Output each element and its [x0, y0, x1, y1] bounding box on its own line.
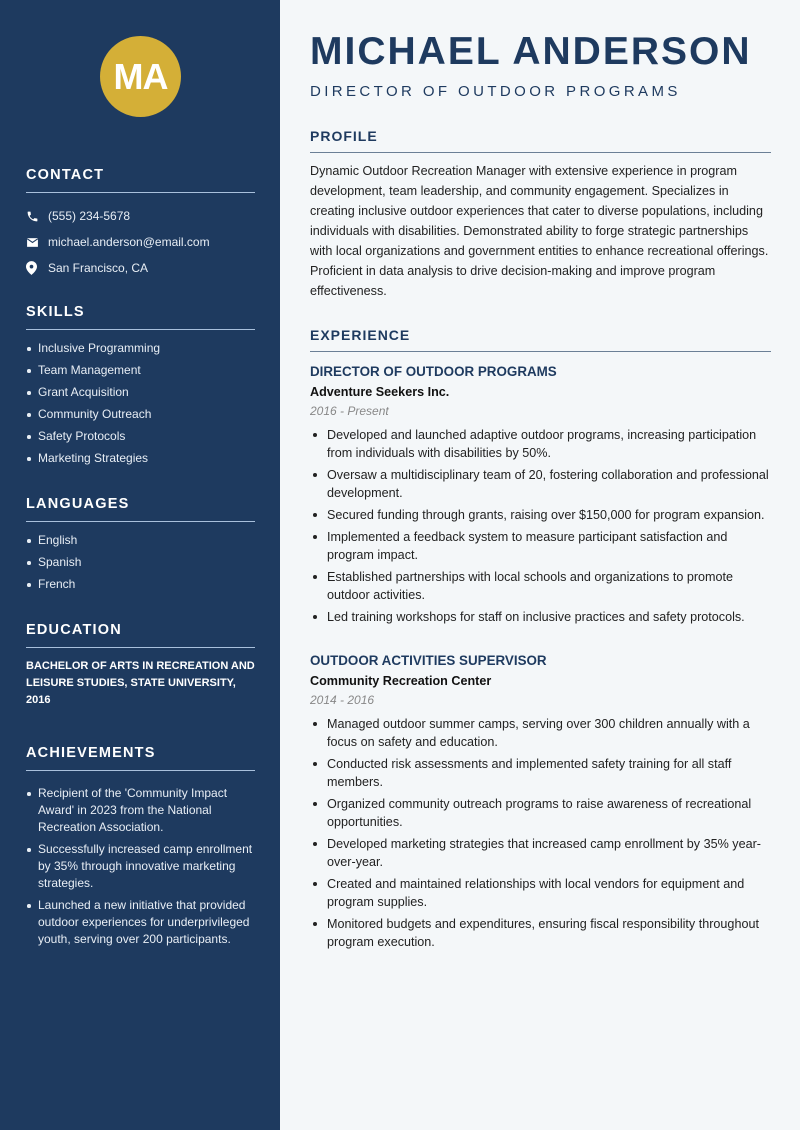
phone-icon — [26, 210, 48, 223]
language-item: Spanish — [26, 554, 255, 571]
contact-heading: CONTACT — [26, 167, 255, 193]
education-heading: EDUCATION — [26, 622, 255, 648]
company-name: Adventure Seekers Inc. — [310, 385, 450, 399]
languages-list — [26, 532, 255, 593]
profile-heading: PROFILE — [310, 128, 771, 153]
language-item: French — [26, 576, 255, 593]
job-bullet: Monitored budgets and expenditures, ensuring fiscal responsibility throughout program execution. — [310, 915, 771, 951]
profile-text: Dynamic Outdoor Recreation Manager with extensive experience in program development, team leadership, and community engagement. Specializes in creating inclusive outdoor experiences that cater to diverse populations, including individuals with disabilities. Demonstrated ability to forge strategic partnerships with local organizations and government entities to enhance recreational offerings. Proficient in data analysis to drive decision-making and improve program effectiveness. — [310, 164, 769, 298]
job-entry — [310, 364, 771, 626]
job-bullet: Led training workshops for staff on inclusive practices and safety protocols. — [310, 608, 771, 626]
skill-item: Community Outreach — [26, 406, 255, 423]
achievements-list — [26, 785, 255, 948]
job-bullet: Conducted risk assessments and implemented safety training for all staff members. — [310, 755, 771, 791]
page-title: MICHAEL ANDERSON — [310, 30, 752, 73]
achievements-heading: ACHIEVEMENTS — [26, 745, 255, 771]
skills-section — [26, 304, 255, 472]
company-name: Community Recreation Center — [310, 674, 492, 688]
skill-item: Safety Protocols — [26, 428, 255, 445]
job-bullets — [310, 715, 771, 951]
job-bullet: Managed outdoor summer camps, serving over 300 children annually with a focus on safety and education. — [310, 715, 771, 751]
skill-item: Inclusive Programming — [26, 340, 255, 357]
skills-list — [26, 340, 255, 467]
job-bullet: Developed and launched adaptive outdoor programs, increasing participation from individuals with disabilities by 50%. — [310, 426, 771, 462]
experience-heading: EXPERIENCE — [310, 327, 771, 352]
contact-section — [26, 167, 255, 281]
location-pin-icon — [26, 261, 48, 275]
job-bullet: Created and maintained relationships with local vendors for equipment and program supplies. — [310, 875, 771, 911]
contact-email[interactable] — [26, 229, 255, 255]
sidebar — [0, 0, 280, 1130]
contact-location — [26, 255, 255, 281]
contact-email-text: michael.anderson@email.com — [48, 235, 210, 249]
job-title: DIRECTOR OF OUTDOOR PROGRAMS — [310, 364, 557, 379]
contact-phone-text: (555) 234-5678 — [48, 209, 131, 223]
job-entry-2 — [310, 653, 771, 955]
skills-heading: SKILLS — [26, 304, 255, 330]
job-dates: 2016 - Present — [310, 404, 389, 418]
achievement-item: Successfully increased camp enrollment by 35% through innovative marketing strategies. — [26, 841, 255, 892]
job-title: OUTDOOR ACTIVITIES SUPERVISOR — [310, 653, 547, 668]
education-section — [26, 622, 255, 709]
contact-phone[interactable] — [26, 203, 255, 229]
job-dates: 2014 - 2016 — [310, 693, 375, 707]
job-bullet: Established partnerships with local schools and organizations to promote outdoor activities. — [310, 568, 771, 604]
skill-item: Grant Acquisition — [26, 384, 255, 401]
profile-section — [310, 128, 771, 301]
avatar — [100, 36, 181, 117]
avatar-initials: MA — [113, 55, 168, 97]
job-bullet: Developed marketing strategies that increased camp enrollment by 35% year-over-year. — [310, 835, 771, 871]
experience-section — [310, 327, 771, 630]
skill-item: Marketing Strategies — [26, 450, 255, 467]
contact-location-text: San Francisco, CA — [48, 261, 149, 275]
job-bullet: Oversaw a multidisciplinary team of 20, fostering collaboration and professional development. — [310, 466, 771, 502]
job-title-subtitle: DIRECTOR OF OUTDOOR PROGRAMS — [310, 83, 681, 100]
achievement-item: Launched a new initiative that provided outdoor experiences for underprivileged youth, serving over 200 participants. — [26, 897, 255, 948]
job-bullet: Implemented a feedback system to measure participant satisfaction and program impact. — [310, 528, 771, 564]
language-item: English — [26, 532, 255, 549]
email-icon — [26, 237, 48, 248]
education-degree: BACHELOR OF ARTS IN RECREATION AND LEISURE STUDIES, STATE UNIVERSITY, 2016 — [26, 660, 255, 706]
job-bullet: Secured funding through grants, raising over $150,000 for program expansion. — [310, 506, 771, 524]
job-bullet: Organized community outreach programs to raise awareness of recreational opportunities. — [310, 795, 771, 831]
achievements-section — [26, 745, 255, 953]
languages-heading: LANGUAGES — [26, 496, 255, 522]
skill-item: Team Management — [26, 362, 255, 379]
achievement-item: Recipient of the 'Community Impact Award' in 2023 from the National Recreation Association. — [26, 785, 255, 836]
job-bullets — [310, 426, 771, 626]
languages-section — [26, 496, 255, 598]
